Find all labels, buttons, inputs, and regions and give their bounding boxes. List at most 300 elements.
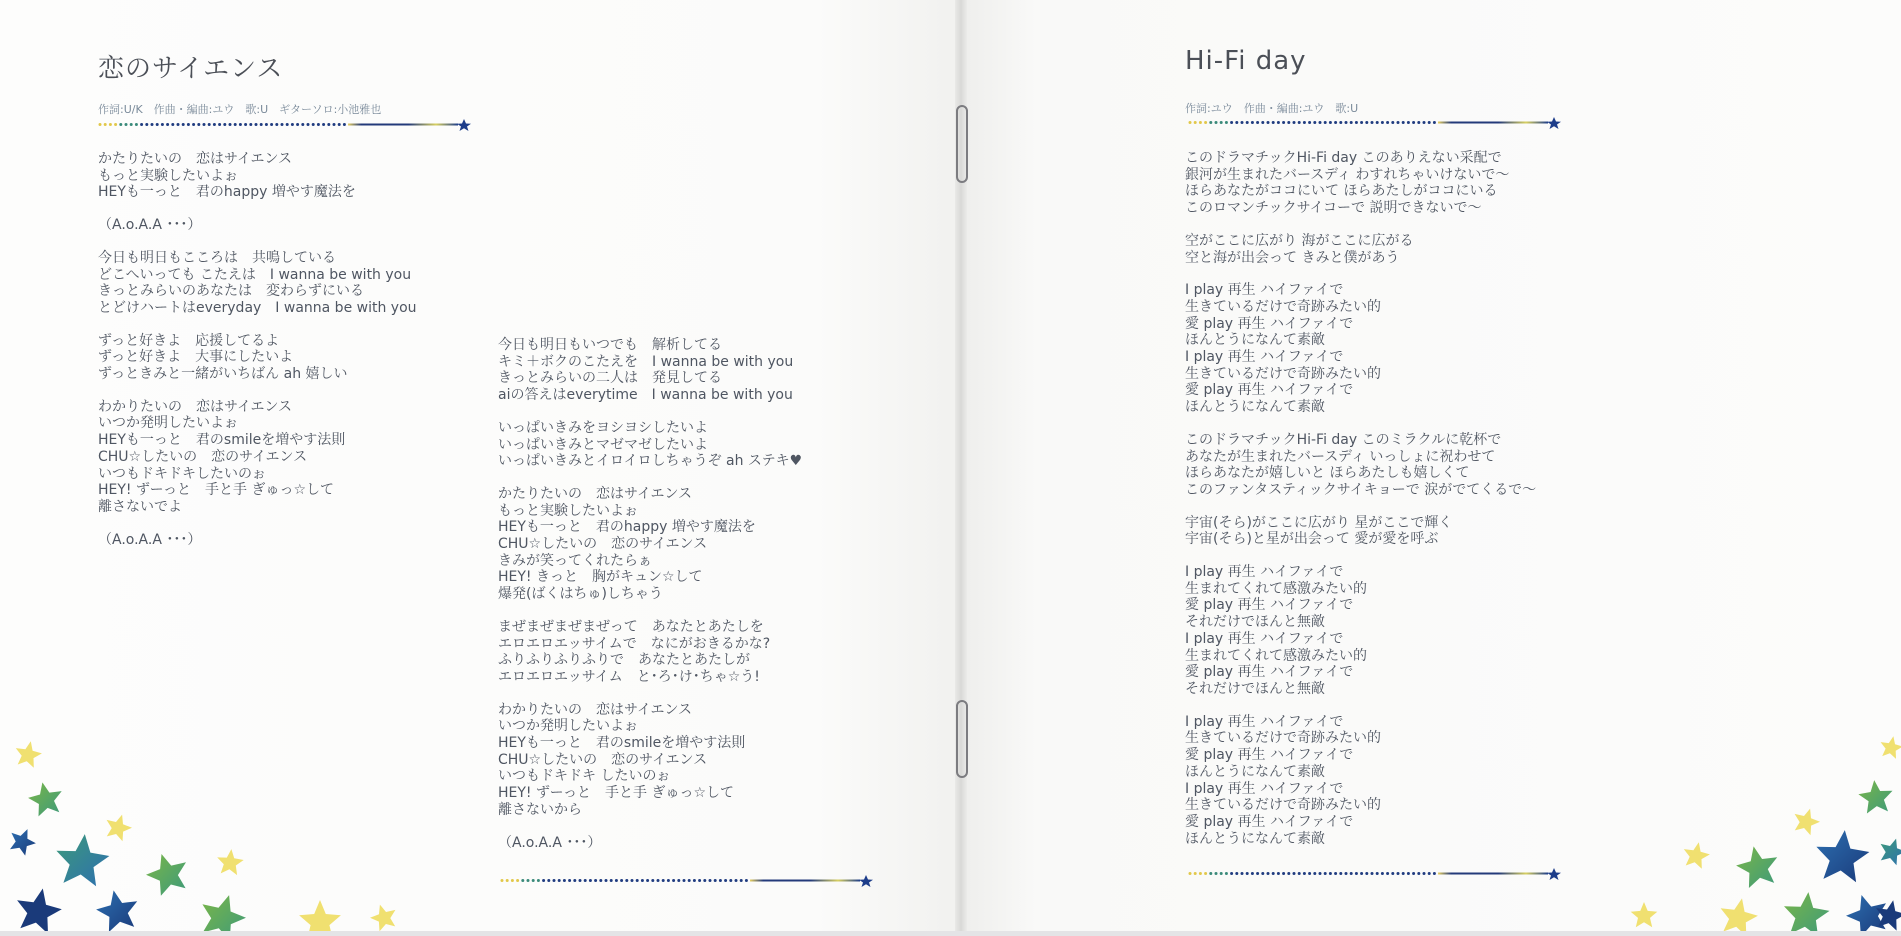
lyric-line: 離さないでよ	[98, 498, 182, 515]
rule-dot	[558, 879, 561, 882]
rule-dot	[1272, 121, 1275, 124]
rule-dot	[187, 123, 190, 126]
lyric-line: それだけでほんと無敵	[1185, 614, 1325, 631]
lyric-stanza	[98, 399, 417, 516]
rule-dot	[1256, 121, 1259, 124]
rule-dot	[1235, 872, 1238, 875]
rule-dot	[1412, 872, 1415, 875]
rule-dot	[286, 123, 289, 126]
lyric-line: （A.o.A.A ･･･）	[498, 834, 602, 851]
lyric-line: 愛 play 再生 ハイファイで	[1185, 813, 1354, 830]
rule-dot	[161, 123, 164, 126]
rule-dot	[135, 123, 138, 126]
rule-dot	[688, 879, 691, 882]
left-top-dotted-rule	[98, 117, 474, 133]
lyric-line: HEY! ずーっと 手と手 ぎゅっ☆して	[498, 785, 735, 802]
rule-dot	[1251, 121, 1254, 124]
rule-dot	[709, 879, 712, 882]
rule-dot	[166, 123, 169, 126]
lyric-line: ずっと好きよ 大事にしたいよ	[98, 349, 294, 366]
lyric-stanza	[1185, 233, 1536, 266]
star-icon	[10, 829, 36, 856]
rule-dot	[542, 879, 545, 882]
rule-dot	[693, 879, 696, 882]
rule-dot	[218, 123, 221, 126]
lyric-line: 生まれてくれて感激みたい的	[1185, 580, 1367, 597]
lyric-line: 銀河が生まれたバースディ わすれちゃいけないで〜	[1185, 166, 1510, 183]
rule-dot	[547, 879, 550, 882]
rule-dot	[636, 879, 639, 882]
rule-dot	[1334, 872, 1337, 875]
rule-dot	[1267, 121, 1270, 124]
rule-dot	[1189, 121, 1192, 124]
rule-dot	[594, 879, 597, 882]
lyric-line: 愛 play 再生 ハイファイで	[1185, 664, 1354, 681]
left-lyrics-column-2	[498, 337, 802, 867]
lyric-line: CHU☆したいの 恋のサイエンス	[98, 448, 308, 465]
lyric-line: HEYも一っと 君のhappy 増やす魔法を	[98, 184, 356, 201]
star-icon	[859, 875, 873, 887]
star-icon	[1547, 117, 1561, 129]
rule-dot	[1428, 121, 1431, 124]
lyric-line: このファンタスティックサイキョーで 涙がでてくるで〜	[1185, 481, 1537, 498]
right-star-decoration	[1500, 720, 1901, 931]
lyric-line: ずっときみと一緒がいちばん ah 嬉しい	[98, 366, 348, 383]
rule-dot	[156, 123, 159, 126]
lyric-line: 生きているだけで奇跡みたい的	[1185, 365, 1381, 382]
rule-dot	[501, 879, 504, 882]
rule-dot	[119, 123, 122, 126]
lyric-line: かたりたいの 恋はサイエンス	[498, 485, 693, 502]
rule-dot	[1407, 872, 1410, 875]
lyric-line: このロマンチックサイコーで 説明できないで〜	[1185, 200, 1482, 217]
rule-dot	[599, 879, 602, 882]
rule-dot	[1204, 121, 1207, 124]
star-icon	[1684, 842, 1710, 868]
rule-dot	[1417, 121, 1420, 124]
lyric-line: キミ＋ボクのこたえを I wanna be with you	[498, 353, 794, 370]
rule-dot	[646, 879, 649, 882]
star-icon	[1858, 780, 1892, 813]
rule-dot	[1391, 121, 1394, 124]
lyric-line: aiの答えはeverytime I wanna be with you	[498, 387, 793, 404]
rule-dot	[631, 879, 634, 882]
rule-dot	[521, 879, 524, 882]
rule-dot	[1282, 121, 1285, 124]
lyric-line: もっと実験したいよぉ	[498, 502, 638, 519]
rule-dot	[1350, 121, 1353, 124]
lyric-stanza	[1185, 515, 1536, 548]
rule-dot	[99, 123, 102, 126]
rule-dot	[516, 879, 519, 882]
rule-dot	[317, 123, 320, 126]
lyric-line: もっと実験したいよぉ	[98, 167, 238, 184]
rule-dot	[1277, 872, 1280, 875]
rule-dot	[327, 123, 330, 126]
rule-dot	[1376, 872, 1379, 875]
lyric-line: 空と海が出会って きみと僕があう	[1185, 249, 1400, 266]
rule-dot	[584, 879, 587, 882]
lyric-line: いつもドキドキ したいのぉ	[498, 768, 671, 785]
rule-dot	[1277, 121, 1280, 124]
rule-dot	[333, 123, 336, 126]
lyric-line: ほんとうになんて素敵	[1185, 830, 1325, 847]
rule-dot	[223, 123, 226, 126]
lyric-line: 空がここに広がり 海がここに広がる	[1185, 232, 1414, 249]
lyric-line: 愛 play 再生 ハイファイで	[1185, 747, 1354, 764]
rule-dot	[265, 123, 268, 126]
rule-dot	[677, 879, 680, 882]
star-icon	[202, 895, 246, 931]
rule-dot	[1319, 121, 1322, 124]
star-icon	[1631, 902, 1658, 927]
lyric-line: エロエロエッサイムで なにがおきるかな?	[498, 635, 771, 652]
rule-dot	[301, 123, 304, 126]
rule-dot	[672, 879, 675, 882]
rule-dot	[1417, 872, 1420, 875]
rule-dot	[1246, 121, 1249, 124]
lyric-stanza	[1185, 282, 1536, 416]
rule-dot	[343, 123, 346, 126]
rule-dot	[1261, 872, 1264, 875]
lyric-stanza	[498, 420, 802, 470]
rule-dot	[1287, 872, 1290, 875]
lyric-line: エロエロエッサイム と･ろ･け･ちゃ☆う!	[498, 668, 760, 685]
rule-dot	[109, 123, 112, 126]
rule-dot	[291, 123, 294, 126]
rule-dot	[125, 123, 128, 126]
rule-dot	[1241, 121, 1244, 124]
rule-dot	[1397, 121, 1400, 124]
rule-dot	[1293, 121, 1296, 124]
rule-dot	[667, 879, 670, 882]
lyric-stanza	[1185, 564, 1536, 698]
lyric-line: 愛 play 再生 ハイファイで	[1185, 382, 1354, 399]
rule-dot	[1287, 121, 1290, 124]
left-star-decoration	[0, 720, 420, 931]
rule-dot	[573, 879, 576, 882]
rule-dot	[104, 123, 107, 126]
lyric-line: とどけハートはeveryday I wanna be with you	[98, 299, 417, 316]
star-icon	[1721, 898, 1758, 931]
rule-dot	[1412, 121, 1415, 124]
lyric-line: 生きているだけで奇跡みたい的	[1185, 797, 1381, 814]
lyric-line: ほんとうになんて素敵	[1185, 763, 1325, 780]
lyric-line: 生きているだけで奇跡みたい的	[1185, 730, 1381, 747]
rule-dot	[114, 123, 117, 126]
rule-dot	[197, 123, 200, 126]
rule-dot	[1376, 121, 1379, 124]
rule-dot	[532, 879, 535, 882]
rule-dot	[1386, 872, 1389, 875]
star-icon	[56, 834, 109, 886]
rule-dot	[1423, 872, 1426, 875]
star-icon	[1881, 736, 1901, 759]
rule-dot	[1298, 121, 1301, 124]
rule-dot	[213, 123, 216, 126]
rule-dot	[255, 123, 258, 126]
lyric-stanza	[98, 532, 417, 549]
lyric-line: ほらあなたが嬉しいと ほらあたしも嬉しくて	[1185, 465, 1470, 482]
rule-dot	[1339, 872, 1342, 875]
lyric-line: いっぱいきみとイロイロしちゃうぞ ah ステキ♥	[498, 453, 803, 470]
rule-dot	[1313, 872, 1316, 875]
rule-dot	[130, 123, 133, 126]
lyric-line: 宇宙(そら)がここに広がり 星がここで輝く	[1185, 514, 1453, 531]
rule-dot	[1324, 121, 1327, 124]
rule-dot	[511, 879, 514, 882]
right-lyrics	[1185, 150, 1536, 863]
lyric-line: かたりたいの 恋はサイエンス	[98, 151, 293, 167]
rule-dot	[171, 123, 174, 126]
rule-dot	[208, 123, 211, 126]
rule-dot	[1246, 872, 1249, 875]
rule-dot	[1365, 872, 1368, 875]
rule-dot	[1428, 872, 1431, 875]
rule-dot	[1199, 872, 1202, 875]
rule-dot	[1230, 872, 1233, 875]
rule-dot	[1371, 872, 1374, 875]
star-icon	[217, 849, 244, 875]
rule-dot	[703, 879, 706, 882]
lyric-line: 愛 play 再生 ハイファイで	[1185, 315, 1354, 332]
lyric-stanza	[98, 333, 417, 383]
lyric-line: わかりたいの 恋はサイエンス	[98, 398, 293, 415]
right-song-title: Hi-Fi day	[1185, 46, 1307, 76]
lyric-line: いっぱいきみをヨシヨシしたいよ	[498, 419, 708, 436]
star-icon	[107, 815, 132, 842]
lyric-line: いつか発明したいよぉ	[498, 718, 638, 735]
rule-dot	[1433, 872, 1436, 875]
rule-dot	[1423, 121, 1426, 124]
rule-dot	[312, 123, 315, 126]
lyric-stanza	[98, 151, 417, 201]
rule-dot	[140, 123, 143, 126]
rule-dot	[182, 123, 185, 126]
rule-dot	[1194, 872, 1197, 875]
rule-dot	[203, 123, 206, 126]
rule-dot	[1308, 872, 1311, 875]
lyric-line: きみが笑ってくれたらぁ	[498, 552, 652, 569]
rule-dot	[1225, 121, 1228, 124]
rule-dot	[683, 879, 686, 882]
rule-dot	[307, 123, 310, 126]
rule-dot	[234, 123, 237, 126]
rule-dot	[527, 879, 530, 882]
rule-dot	[270, 123, 273, 126]
lyric-stanza	[498, 702, 802, 819]
lyric-line: I play 再生 ハイファイで	[1185, 713, 1344, 730]
rule-dot	[589, 879, 592, 882]
lyric-line: （A.o.A.A ･･･）	[98, 531, 202, 548]
lyric-line: I play 再生 ハイファイで	[1185, 349, 1344, 366]
lyric-line: I play 再生 ハイファイで	[1185, 282, 1344, 299]
lyric-line: あなたが生まれたバースディ いっしょに祝わせて	[1185, 448, 1496, 465]
rule-dot	[537, 879, 540, 882]
rule-dot	[1339, 121, 1342, 124]
lyric-line: 爆発(ばくはちゅ)しちゃう	[498, 586, 663, 603]
star-icon	[17, 889, 62, 932]
star-icon	[370, 905, 395, 931]
star-icon	[1784, 892, 1830, 931]
star-icon	[16, 741, 42, 767]
lyric-line: ほんとうになんて素敵	[1185, 399, 1325, 416]
rule-dot	[1371, 121, 1374, 124]
lyric-line: 今日も明日もいつでも 解析してる	[498, 337, 722, 353]
lyric-line: （A.o.A.A ･･･）	[98, 217, 202, 234]
rule-dot	[1189, 872, 1192, 875]
lyric-line: ほんとうになんて素敵	[1185, 332, 1325, 349]
rule-dot	[1329, 872, 1332, 875]
rule-dot	[651, 879, 654, 882]
rule-dot	[1350, 872, 1353, 875]
lyric-line: どこへいっても こたえは I wanna be with you	[98, 266, 412, 283]
rule-dot	[1303, 872, 1306, 875]
rule-dot	[579, 879, 582, 882]
star-icon	[146, 854, 186, 896]
lyric-line: HEYも一っと 君のsmileを増やす法則	[98, 432, 346, 449]
rule-dot	[1303, 121, 1306, 124]
lyric-line: ずっと好きよ 応援してるよ	[98, 332, 280, 349]
rule-dot	[229, 123, 232, 126]
rule-dot	[1209, 121, 1212, 124]
rule-dot	[714, 879, 717, 882]
rule-dot	[249, 123, 252, 126]
lyric-line: HEY! きっと 胸がキュン☆して	[498, 569, 703, 586]
bottom-edge	[0, 931, 1901, 936]
rule-dot	[239, 123, 242, 126]
rule-dot	[1355, 121, 1358, 124]
lyric-line: 生きているだけで奇跡みたい的	[1185, 298, 1381, 315]
lyric-line: ふりふりふりふりで あなたとあたしが	[498, 652, 750, 669]
rule-dot	[1402, 121, 1405, 124]
left-credits: 作詞:U/K 作曲・編曲:ユウ 歌:U ギターソロ:小池雅也	[98, 103, 382, 116]
rule-dot	[553, 879, 556, 882]
rule-dot	[625, 879, 628, 882]
rule-dot	[1433, 121, 1436, 124]
star-icon	[28, 782, 62, 816]
lyric-line: それだけでほんと無敵	[1185, 680, 1325, 697]
rule-dot	[1334, 121, 1337, 124]
rule-dot	[1402, 872, 1405, 875]
rule-dot	[1345, 872, 1348, 875]
rule-dot	[657, 879, 660, 882]
rule-dot	[1215, 121, 1218, 124]
rule-dot	[610, 879, 613, 882]
left-bottom-dotted-rule	[500, 873, 876, 889]
rule-dot	[568, 879, 571, 882]
rule-dot	[1293, 872, 1296, 875]
rule-dot	[1298, 872, 1301, 875]
staple-top	[956, 105, 968, 183]
rule-dot	[724, 879, 727, 882]
lyric-line: ほらあなたがココにいて ほらあたしがココにいる	[1185, 183, 1498, 200]
rule-dot	[177, 123, 180, 126]
rule-dot	[244, 123, 247, 126]
rule-dot	[1319, 872, 1322, 875]
lyric-line: I play 再生 ハイファイで	[1185, 780, 1344, 797]
rule-dot	[1324, 872, 1327, 875]
lyric-line: 離さないから	[498, 801, 582, 818]
star-icon	[299, 900, 341, 931]
staple-bottom	[956, 700, 968, 778]
rule-dot	[740, 879, 743, 882]
rule-dot	[620, 879, 623, 882]
lyric-line: このドラマチックHi-Fi day このミラクルに乾杯で	[1185, 431, 1502, 448]
rule-dot	[1313, 121, 1316, 124]
rule-dot	[615, 879, 618, 882]
star-icon	[1795, 809, 1820, 836]
left-lyrics-column-1	[98, 151, 417, 564]
rule-dot	[296, 123, 299, 126]
rule-dot	[729, 879, 732, 882]
rule-dot	[1355, 872, 1358, 875]
lyric-line: このドラマチックHi-Fi day このありえない采配で	[1185, 150, 1502, 166]
lyric-stanza	[498, 619, 802, 686]
lyric-line: きっとみらいの二人は 発見してる	[498, 370, 722, 387]
rule-dot	[1256, 872, 1259, 875]
lyric-line: いつもドキドキしたいのぉ	[98, 465, 266, 482]
rule-dot	[1272, 872, 1275, 875]
rule-dot	[260, 123, 263, 126]
rule-dot	[1194, 121, 1197, 124]
lyric-stanza	[1185, 432, 1536, 499]
rule-dot	[1397, 872, 1400, 875]
lyric-line: 生まれてくれて感激みたい的	[1185, 647, 1367, 664]
rule-dot	[1204, 872, 1207, 875]
rule-dot	[145, 123, 148, 126]
lyric-line: いつか発明したいよぉ	[98, 415, 238, 432]
lyric-line: いっぱいきみとマゼマゼしたいよ	[498, 436, 708, 453]
rule-dot	[1267, 872, 1270, 875]
rule-dot	[275, 123, 278, 126]
rule-dot	[1345, 121, 1348, 124]
lyric-stanza	[498, 486, 802, 603]
lyric-line: HEYも一っと 君のhappy 増やす魔法を	[498, 519, 756, 536]
rule-dot	[1209, 872, 1212, 875]
rule-dot	[281, 123, 284, 126]
star-icon	[1816, 830, 1869, 882]
rule-dot	[1251, 872, 1254, 875]
lyric-stanza	[498, 337, 802, 404]
rule-dot	[506, 879, 509, 882]
rule-dot	[1381, 121, 1384, 124]
rule-dot	[338, 123, 341, 126]
star-icon	[96, 890, 137, 931]
rule-dot	[1261, 121, 1264, 124]
rule-dot	[1215, 872, 1218, 875]
rule-dot	[1225, 872, 1228, 875]
rule-dot	[1235, 121, 1238, 124]
lyric-line: わかりたいの 恋はサイエンス	[498, 701, 693, 718]
lyric-line: 愛 play 再生 ハイファイで	[1185, 597, 1354, 614]
lyric-line: きっとみらいのあなたは 変わらずにいる	[98, 283, 364, 300]
rule-dot	[1365, 121, 1368, 124]
star-icon	[457, 119, 471, 131]
rule-dot	[563, 879, 566, 882]
rule-dot	[1329, 121, 1332, 124]
star-icon	[1736, 846, 1777, 888]
left-song-title: 恋のサイエンス	[98, 54, 284, 84]
rule-dot	[1199, 121, 1202, 124]
rule-dot	[662, 879, 665, 882]
rule-dot	[1241, 872, 1244, 875]
star-icon	[1881, 839, 1901, 866]
rule-dot	[1282, 872, 1285, 875]
rule-dot	[641, 879, 644, 882]
rule-dot	[151, 123, 154, 126]
lyric-line: まぜまぜまぜまぜって あなたとあたしを	[498, 618, 764, 635]
